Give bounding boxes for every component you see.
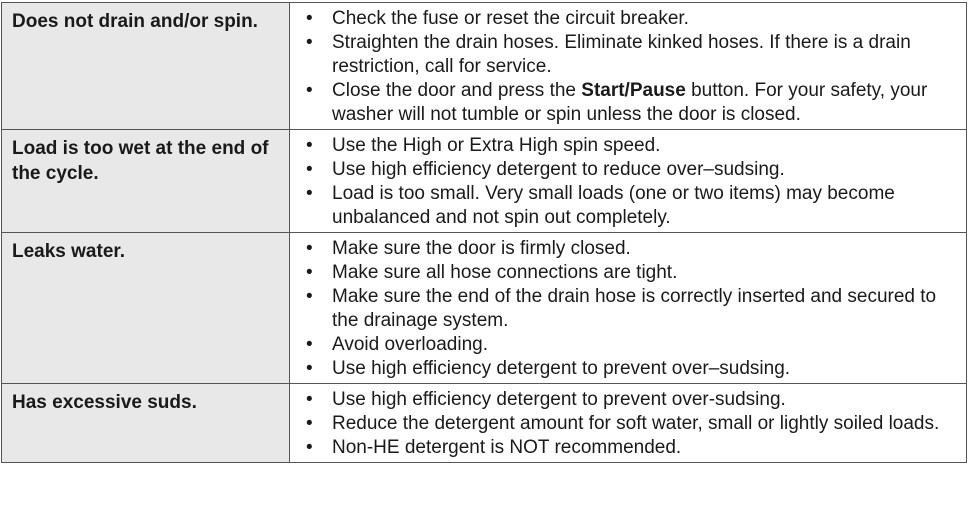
bullet: • <box>306 135 313 156</box>
list-item <box>302 436 958 460</box>
problem-cell: Has excessive suds. <box>2 384 290 462</box>
list-item <box>302 134 958 158</box>
solution-text: Make sure the door is firmly closed. <box>332 238 631 259</box>
bullet: • <box>306 80 313 101</box>
solution-text: Straighten the drain hoses. Eliminate kinked hoses. If there is a drain restriction, call for service. <box>332 32 911 77</box>
solution-text: Load is too small. Very small loads (one or two items) may become unbalanced and not spin out completely. <box>332 183 895 228</box>
solution-list <box>290 233 966 383</box>
solution-text: button. For your safety, your washer will not tumble or spin unless the door is closed. <box>332 80 928 125</box>
solution-text: Use high efficiency detergent to reduce over–sudsing. <box>332 159 785 180</box>
solution-text: Avoid overloading. <box>332 334 488 355</box>
bullet: • <box>306 286 313 307</box>
problem-cell: Leaks water. <box>2 233 290 383</box>
bullet: • <box>306 32 313 53</box>
list-item <box>302 79 958 127</box>
solution-list <box>290 3 966 129</box>
bullet: • <box>306 159 313 180</box>
solution-list <box>290 130 966 232</box>
list-item <box>302 412 958 436</box>
solution-text: Non-HE detergent is NOT recommended. <box>332 437 682 458</box>
bullet: • <box>306 437 313 458</box>
list-item <box>302 7 958 31</box>
bullet: • <box>306 262 313 283</box>
bullet: • <box>306 238 313 259</box>
solution-text: Close the door and press the <box>332 80 582 101</box>
list-item <box>302 388 958 412</box>
table-row <box>1 3 967 130</box>
table-row <box>1 233 967 384</box>
list-item <box>302 31 958 79</box>
list-item <box>302 357 958 381</box>
problem-cell: Does not drain and/or spin. <box>2 3 290 129</box>
bullet: • <box>306 413 313 434</box>
troubleshooting-table <box>1 2 967 463</box>
problem-cell: Load is too wet at the end of the cycle. <box>2 130 290 232</box>
start-pause-label: Start/Pause <box>581 80 686 101</box>
list-item <box>302 237 958 261</box>
solution-text: Reduce the detergent amount for soft water, small or lightly soiled loads. <box>332 413 940 434</box>
list-item <box>302 333 958 357</box>
table-row <box>1 130 967 233</box>
solution-text: Use high efficiency detergent to prevent over–sudsing. <box>332 358 791 379</box>
solution-text: Make sure the end of the drain hose is correctly inserted and secured to the drainage system. <box>332 286 937 331</box>
list-item <box>302 158 958 182</box>
table-row <box>1 384 967 463</box>
list-item <box>302 182 958 230</box>
solution-list <box>290 384 966 462</box>
solution-text: Use the High or Extra High spin speed. <box>332 135 661 156</box>
solution-text: Make sure all hose connections are tight. <box>332 262 678 283</box>
list-item <box>302 285 958 333</box>
list-item <box>302 261 958 285</box>
solution-text: Check the fuse or reset the circuit breaker. <box>332 8 689 29</box>
solution-text: Use high efficiency detergent to prevent over-sudsing. <box>332 389 786 410</box>
bullet: • <box>306 334 313 355</box>
bullet: • <box>306 389 313 410</box>
bullet: • <box>306 183 313 204</box>
bullet: • <box>306 358 313 379</box>
bullet: • <box>306 8 313 29</box>
